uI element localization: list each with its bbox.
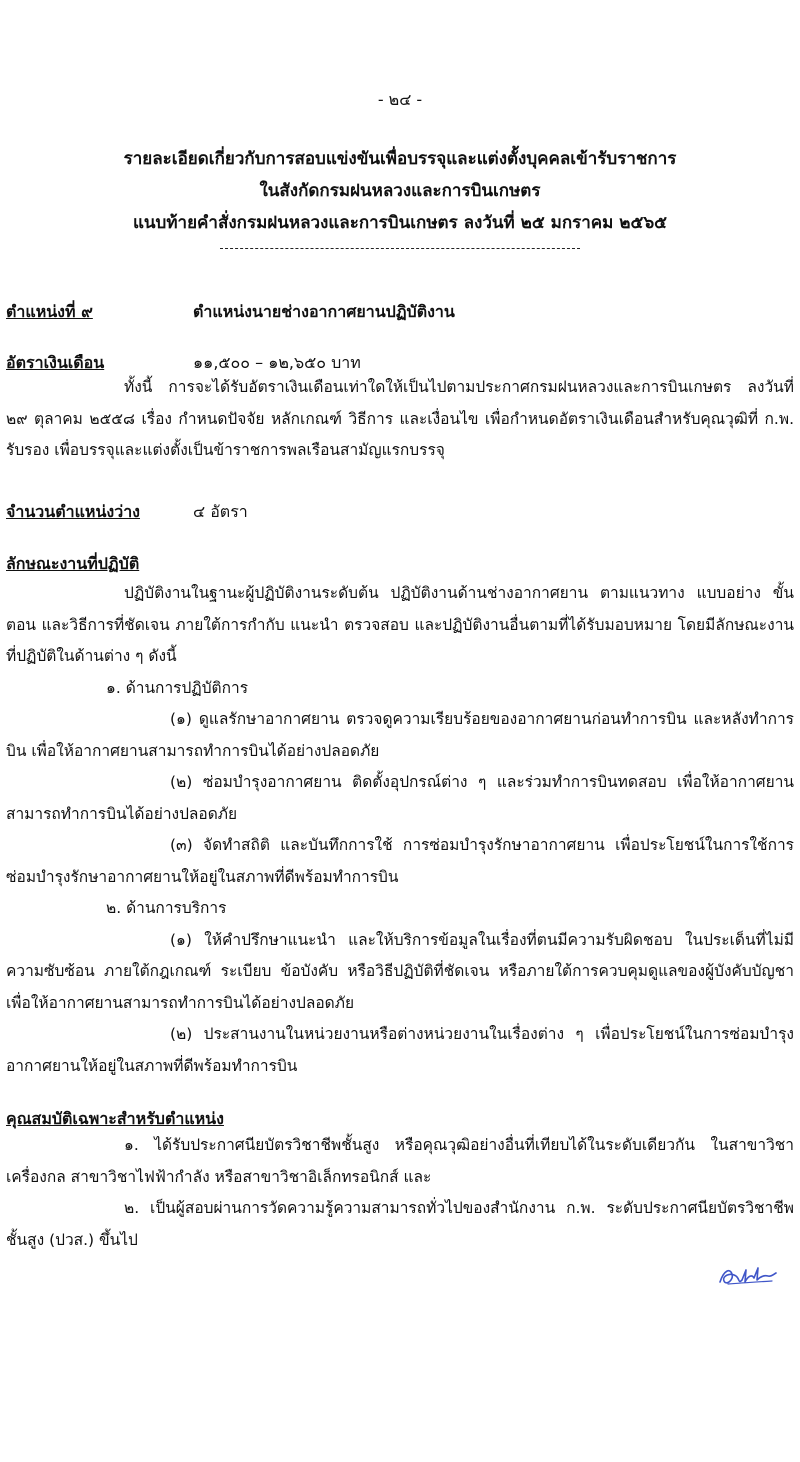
qualifications-body [6,1130,794,1256]
duties-item: (๓) จัดทำสถิติ และบันทึกการใช้ การซ่อมบำรุงรักษาอากาศยาน เพื่อประโยชน์ในการใช้การซ่อมบำรุงรักษาอากาศยานให้อยู่ในสภาพที่ดีพร้อมทำการบิน [6,836,794,886]
salary-note-text: ทั้งนี้ การจะได้รับอัตราเงินเดือนเท่าใดให้เป็นไปตามประกาศกรมฝนหลวงและการบินเกษตร ลงวันที่ ๒๙ ตุลาคม ๒๕๕๘ เรื่อง กำหนดปัจจัย หลักเกณฑ์ วิธีการ และเงื่อนไข เพื่อกำหนดอัตราเงินเดือนสำหรับคุณวุฒิที่ ก.พ. รับรอง เพื่อบรรจุและแต่งตั้งเป็นข้าราชการพลเรือนสามัญแรกบรรจุ [6,378,794,459]
salary-label: อัตราเงินเดือน [6,353,105,372]
header-line-3: แนบท้ายคำสั่งกรมฝนหลวงและการบินเกษตร ลงวันที่ ๒๕ มกราคม ๒๕๖๕ [132,213,668,233]
duties-item: (๑) ดูแลรักษาอากาศยาน ตรวจดูความเรียบร้อยของอากาศยานก่อนทำการบิน และหลังทำการบิน เพื่อให้อากาศยานสามารถทำการบินได้อย่างปลอดภัย [6,710,794,760]
position-value: ตำแหน่งนายช่างอากาศยานปฏิบัติงาน [193,302,455,321]
header-line-2: ในสังกัดกรมฝนหลวงและการบินเกษตร [259,181,541,201]
position-label: ตำแหน่งที่ ๙ [6,302,93,321]
duties-item: (๒) ซ่อมบำรุงอากาศยาน ติดตั้งอุปกรณ์ต่าง ๆ และร่วมทำการบินทดสอบ เพื่อให้อากาศยานสามารถทำการบินได้อย่างปลอดภัย [6,773,794,823]
vacancy-value: ๔ อัตรา [193,502,248,521]
duties-intro: ปฏิบัติงานในฐานะผู้ปฏิบัติงานระดับต้น ปฏิบัติงานด้านช่างอากาศยาน ตามแนวทาง แบบอย่าง ขั้นตอน และวิธีการที่ชัดเจน ภายใต้การกำกับ แนะนำ ตรวจสอบ และปฏิบัติงานอื่นตามที่ได้รับมอบหมาย โดยมีลักษณะงานที่ปฏิบัติในด้านต่าง ๆ ดังนี้ [6,584,794,665]
duties-item: (๑) ให้คำปรึกษาแนะนำ และให้บริการข้อมูลในเรื่องที่ตนมีความรับผิดชอบ ในประเด็นที่ไม่มีความซับซ้อน ภายใต้กฎเกณฑ์ ระเบียบ ข้อบังคับ หรือวิธีปฏิบัติที่ชัดเจน หรือภายใต้การควบคุมดูแลของผู้บังคับบัญชา เพื่อให้อากาศยานสามารถทำการบินได้อย่างปลอดภัย [6,930,794,1012]
duties-item: (๒) ประสานงานในหน่วยงานหรือต่างหน่วยงานในเรื่องต่าง ๆ เพื่อประโยชน์ในการซ่อมบำรุงอากาศยานให้อยู่ในสภาพที่ดีพร้อมทำการบิน [6,1025,794,1075]
header-divider [220,248,580,249]
header-line-1: รายละเอียดเกี่ยวกับการสอบแข่งขันเพื่อบรรจุและแต่งตั้งบุคคลเข้ารับราชการ [123,149,677,169]
salary-value: ๑๑,๕๐๐ – ๑๒,๖๕๐ บาท [193,353,361,372]
qualifications-label: คุณสมบัติเฉพาะสำหรับตำแหน่ง [6,1109,224,1128]
qualification-item: ๒. เป็นผู้สอบผ่านการวัดความรู้ความสามารถทั่วไปของสำนักงาน ก.พ. ระดับประกาศนียบัตรวิชาชีพชั้นสูง (ปวส.) ขึ้นไป [6,1199,794,1249]
page-number: - ๒๔ - [377,90,423,109]
vacancy-label: จำนวนตำแหน่งว่าง [6,502,140,521]
signature-mark [716,1262,778,1292]
duties-body [6,578,794,1082]
duties-section-title: ๒. ด้านการบริการ [106,899,227,917]
salary-note [6,372,794,467]
duties-section-title: ๑. ด้านการปฏิบัติการ [106,678,249,697]
duties-label: ลักษณะงานที่ปฏิบัติ [6,554,140,573]
qualification-item: ๑. ได้รับประกาศนียบัตรวิชาชีพชั้นสูง หรือคุณวุฒิอย่างอื่นที่เทียบได้ในระดับเดียวกัน ในสาขาวิชาเครื่องกล สาขาวิชาไฟฟ้ากำลัง หรือสาขาวิชาอิเล็กทรอนิกส์ และ [6,1136,794,1186]
